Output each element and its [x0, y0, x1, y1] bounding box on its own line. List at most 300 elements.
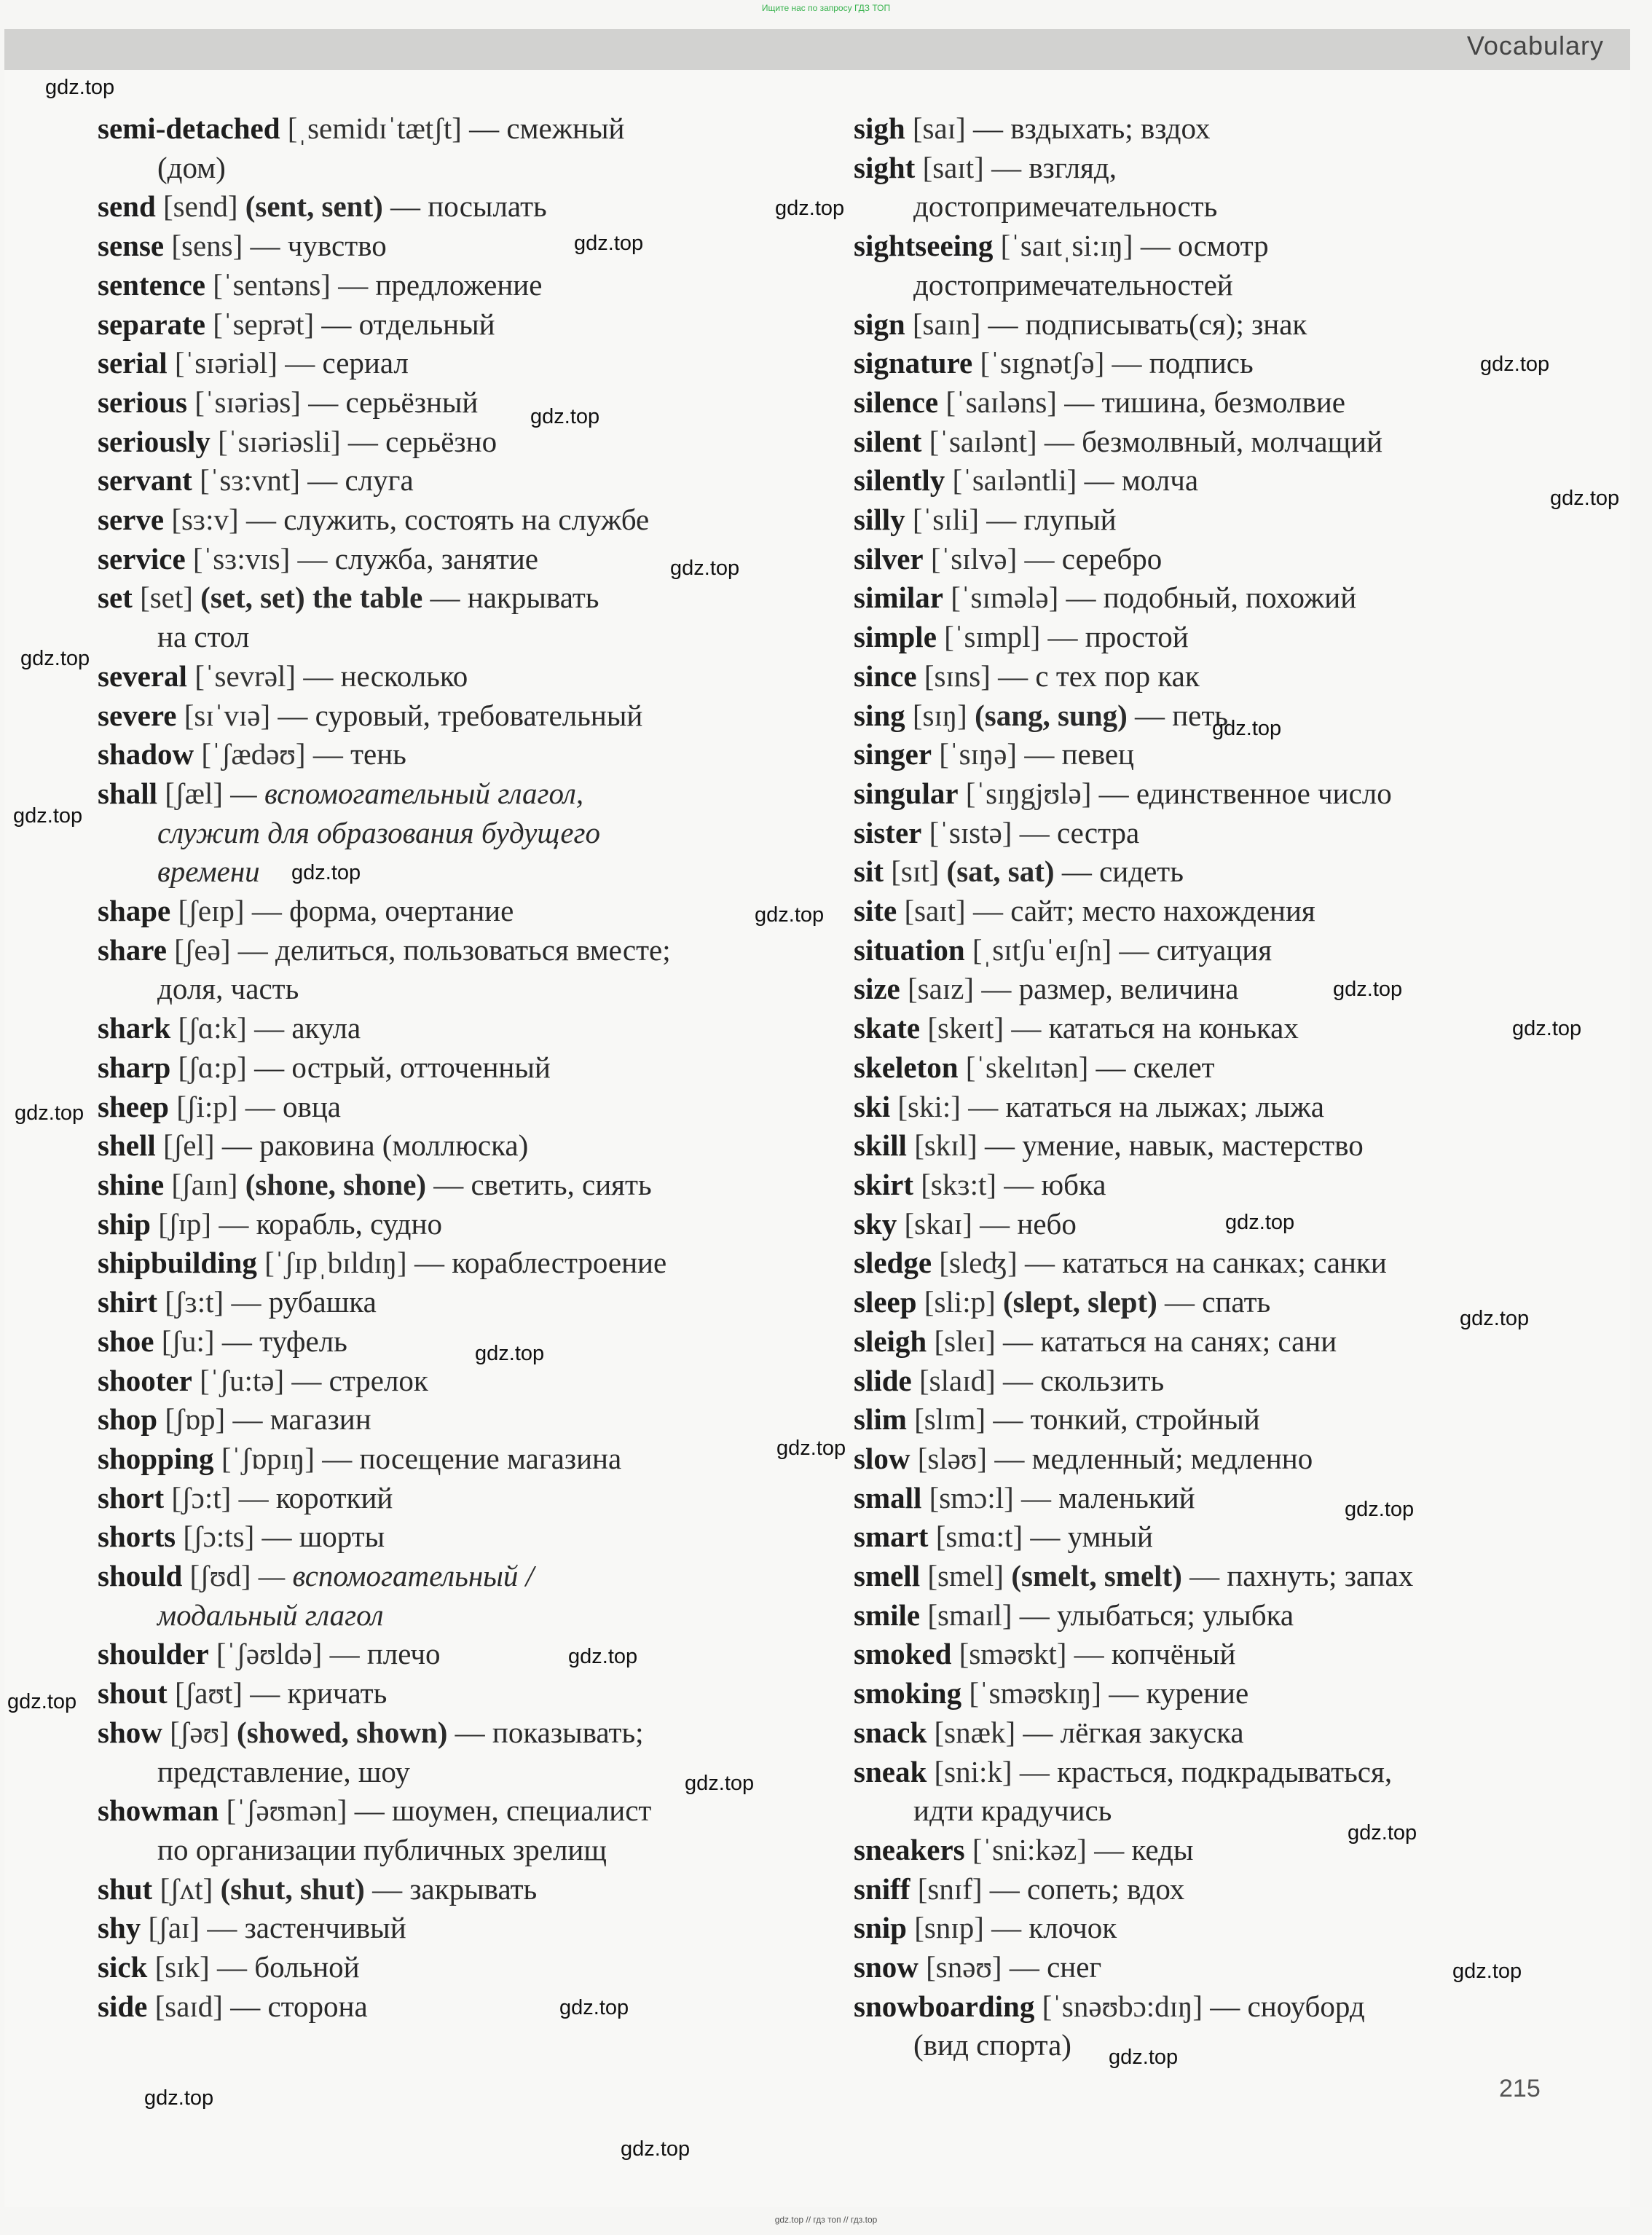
- watermark-text: gdz.top: [755, 903, 825, 927]
- transcription: [ʃəʊ]: [170, 1715, 229, 1749]
- definition: — тишина, безмолвие: [1064, 385, 1345, 419]
- headword: simple: [854, 620, 937, 654]
- transcription: [ˈsaɪləntli]: [952, 463, 1077, 498]
- headword: smile: [854, 1598, 921, 1632]
- dictionary-entry: [98, 1439, 782, 1479]
- dictionary-entry: [98, 305, 782, 345]
- transcription: [ˈsɜ:vnt]: [200, 463, 300, 498]
- headword: sleep: [854, 1285, 917, 1319]
- watermark-text: gdz.top: [530, 405, 600, 428]
- headword: serious: [98, 385, 187, 419]
- definition: — сопеть; вдох: [989, 1871, 1185, 1906]
- headword: shadow: [98, 737, 194, 771]
- dictionary-entry: [854, 1831, 1597, 1870]
- dictionary-entry: [854, 305, 1597, 345]
- watermark-text: gdz.top: [13, 804, 83, 828]
- top-note: Ищите нас по запросу ГДЗ ТОП: [761, 3, 891, 13]
- dictionary-entry: [98, 461, 782, 500]
- dictionary-entry: [854, 618, 1597, 657]
- transcription: [ʃu:]: [161, 1324, 215, 1358]
- headword: shine: [98, 1167, 165, 1201]
- headword: site: [854, 894, 897, 928]
- dictionary-entry: [98, 500, 782, 540]
- transcription: [ˈʃɪpˌbɪldɪŋ]: [264, 1246, 407, 1280]
- headword: sleigh: [854, 1324, 927, 1358]
- definition: — закрывать: [372, 1871, 538, 1906]
- headword: sight: [854, 150, 916, 184]
- transcription: [ˈsɪmələ]: [951, 581, 1059, 615]
- headword: severe: [98, 698, 177, 732]
- headword: since: [854, 659, 917, 693]
- dictionary-entry: [98, 774, 782, 814]
- header-bar: [4, 29, 1630, 70]
- dictionary-entry: [854, 1674, 1597, 1713]
- dictionary-entry: [854, 735, 1597, 774]
- definition: — подобный, похожий: [1066, 581, 1357, 615]
- transcription: [ˈsɪŋgjʊlə]: [965, 776, 1092, 810]
- definition: — ситуация: [1119, 932, 1273, 967]
- transcription: [saɪn]: [912, 307, 981, 341]
- definition: — туфель: [221, 1324, 347, 1358]
- headword: silly: [854, 503, 905, 537]
- headword: sheep: [98, 1089, 169, 1123]
- transcription: [snɪf]: [917, 1871, 983, 1906]
- verb-forms: (set, set) the table: [200, 581, 423, 615]
- definition: — размер, величина: [981, 972, 1239, 1006]
- headword: show: [98, 1715, 162, 1749]
- headword: showman: [98, 1794, 219, 1828]
- headword: shorts: [98, 1520, 176, 1554]
- dictionary-entry: [854, 970, 1597, 1009]
- watermark-text: gdz.top: [1345, 1498, 1415, 1521]
- definition-continuation: (дом): [157, 150, 226, 184]
- headword: several: [98, 659, 187, 693]
- transcription: [ˈsɪgnətʃə]: [980, 346, 1105, 380]
- definition: — накрывать: [430, 581, 599, 615]
- definition-continuation: представление, шоу: [157, 1754, 410, 1788]
- transcription: [smɑ:t]: [935, 1520, 1023, 1554]
- dictionary-entry: [98, 1635, 782, 1674]
- headword: side: [98, 1989, 148, 2023]
- transcription: [ʃɑ:p]: [178, 1050, 247, 1084]
- transcription: [ˈsɪlvə]: [930, 541, 1018, 576]
- transcription: [skɜ:t]: [921, 1167, 997, 1201]
- dictionary-entry: [854, 109, 1597, 149]
- definition: — пахнуть; запах: [1189, 1559, 1414, 1593]
- headword: snowboarding: [854, 1989, 1035, 2023]
- headword: singular: [854, 776, 959, 810]
- dictionary-entry: [854, 1126, 1597, 1166]
- headword: sing: [854, 698, 905, 732]
- watermark-text: gdz.top: [559, 1996, 629, 2019]
- definition: — курение: [1109, 1676, 1249, 1710]
- watermark-text: gdz.top: [1225, 1211, 1295, 1234]
- definition: — юбка: [1004, 1167, 1106, 1201]
- dictionary-entry: [98, 578, 782, 618]
- definition: — умный: [1030, 1520, 1153, 1554]
- transcription: [skaɪ]: [904, 1206, 972, 1241]
- dictionary-entry: [854, 423, 1597, 462]
- transcription: [ˈsnəʊbɔ:dɪŋ]: [1042, 1989, 1203, 2023]
- watermark-text: gdz.top: [1460, 1307, 1530, 1330]
- transcription: [ˈsɪŋə]: [939, 737, 1018, 771]
- headword: similar: [854, 581, 943, 615]
- transcription: [smel]: [927, 1559, 1004, 1593]
- dictionary-entry: [854, 578, 1597, 618]
- transcription: [ˈsevrəl]: [194, 659, 296, 693]
- transcription: [ˈʃædəʊ]: [201, 737, 306, 771]
- page-number: 215: [1499, 2075, 1541, 2102]
- headword: sneak: [854, 1754, 927, 1788]
- transcription: [ˈsɪli]: [912, 503, 979, 537]
- transcription: [ʃɔ:ts]: [183, 1520, 255, 1554]
- headword: sister: [854, 815, 922, 849]
- transcription: [sɪˈvɪə]: [184, 698, 271, 732]
- watermark-text: gdz.top: [1512, 1017, 1582, 1040]
- headword: sniff: [854, 1871, 910, 1906]
- dictionary-entry: [98, 735, 782, 774]
- definition: — красться, подкрадываться,: [1019, 1754, 1393, 1788]
- dictionary-entry: [98, 383, 782, 423]
- dictionary-entry: [854, 1439, 1597, 1479]
- headword: sense: [98, 229, 165, 263]
- definition: — певец: [1024, 737, 1134, 771]
- watermark-text: gdz.top: [291, 861, 361, 884]
- headword: ship: [98, 1206, 151, 1241]
- definition-continuation: служит для образования будущего: [157, 815, 601, 849]
- headword: sneakers: [854, 1832, 965, 1866]
- definition: — кататься на санях; сани: [1003, 1324, 1337, 1358]
- definition: — маленький: [1021, 1480, 1195, 1515]
- transcription: [ski:]: [897, 1089, 961, 1123]
- transcription: [smaɪl]: [927, 1598, 1012, 1632]
- dictionary-entry: [98, 1166, 782, 1205]
- definition-continuation: идти крадучись: [913, 1794, 1112, 1828]
- transcription: [sɪk]: [154, 1950, 210, 1984]
- transcription: [slɪm]: [914, 1402, 986, 1437]
- headword: sharp: [98, 1050, 171, 1084]
- definition: — острый, отточенный: [254, 1050, 551, 1084]
- headword: shipbuilding: [98, 1246, 257, 1280]
- dictionary-entry: [98, 1948, 782, 1987]
- transcription: [skɪl]: [914, 1128, 978, 1163]
- dictionary-entry: [98, 1088, 782, 1127]
- transcription: [ʃeə]: [174, 932, 231, 967]
- dictionary-entry: [854, 383, 1597, 423]
- dictionary-entry: [854, 1713, 1597, 1753]
- definition-continuation: достопримечательностей: [913, 267, 1233, 302]
- transcription: [sli:p]: [924, 1285, 996, 1319]
- transcription: [set]: [140, 581, 193, 615]
- transcription: [ʃaɪn]: [171, 1167, 238, 1201]
- definition: — скелет: [1096, 1050, 1215, 1084]
- headword: skeleton: [854, 1050, 959, 1084]
- dictionary-entry: [854, 1596, 1597, 1635]
- headword: shape: [98, 894, 171, 928]
- headword: shoulder: [98, 1637, 209, 1671]
- transcription: [ˈsɪəriəl]: [174, 346, 278, 380]
- watermark-text: gdz.top: [1348, 1821, 1417, 1845]
- dictionary-entry: [854, 1635, 1597, 1674]
- dictionary-entry: [854, 227, 1597, 266]
- dictionary-entry: [854, 774, 1597, 814]
- dictionary-entry: [98, 1244, 782, 1283]
- definition: — серьёзный: [308, 385, 479, 419]
- headword: seriously: [98, 424, 211, 458]
- dictionary-entry: [854, 1987, 1597, 2027]
- transcription: [ˈsentəns]: [213, 267, 331, 302]
- headword: skirt: [854, 1167, 913, 1201]
- headword: sky: [854, 1206, 897, 1241]
- headword: slow: [854, 1441, 910, 1475]
- watermark-text: gdz.top: [15, 1101, 84, 1125]
- transcription: [ʃaʊt]: [174, 1676, 243, 1710]
- dictionary-entry: [854, 852, 1597, 892]
- definition-continuation: на стол: [157, 620, 250, 654]
- headword: shop: [98, 1402, 158, 1437]
- headword: shall: [98, 776, 158, 810]
- headword: sigh: [854, 111, 905, 145]
- dictionary-entry: [98, 1400, 782, 1439]
- definition: — акула: [254, 1011, 361, 1045]
- headword: slide: [854, 1363, 912, 1397]
- dictionary-entry: [98, 227, 782, 266]
- dictionary-entry: [98, 1557, 782, 1596]
- definition: — смежный: [469, 111, 625, 145]
- headword: sightseeing: [854, 229, 994, 263]
- watermark-text: gdz.top: [20, 647, 90, 670]
- definition: — стрелок: [291, 1363, 428, 1397]
- transcription: [ˈseprət]: [213, 307, 315, 341]
- transcription: [sɜ:v]: [171, 503, 239, 537]
- transcription: [ˈʃɒpɪŋ]: [221, 1441, 315, 1475]
- headword: sit: [854, 855, 884, 889]
- watermark-text: gdz.top: [475, 1342, 545, 1365]
- headword: size: [854, 972, 900, 1006]
- transcription: [sens]: [171, 229, 243, 263]
- definition: — серьёзно: [347, 424, 497, 458]
- transcription: [ʃel]: [163, 1128, 215, 1163]
- transcription: [ˈsaɪtˌsi:ɪŋ]: [1000, 229, 1133, 263]
- definition: — вспомогательный глагол,: [230, 776, 584, 810]
- dictionary-entry: [98, 1126, 782, 1166]
- definition: — спать: [1165, 1285, 1271, 1319]
- dictionary-entry: [854, 1870, 1597, 1909]
- definition: — глупый: [986, 503, 1117, 537]
- definition: — взгляд,: [991, 150, 1117, 184]
- headword: shut: [98, 1871, 153, 1906]
- definition: — небо: [980, 1206, 1077, 1241]
- bottom-note: gdz.top // гдз топ // гдз.top: [774, 2215, 878, 2225]
- transcription: [ʃʊd]: [189, 1559, 251, 1593]
- transcription: [ˈsaɪləns]: [945, 385, 1057, 419]
- headword: sledge: [854, 1246, 932, 1280]
- transcription: [slaɪd]: [919, 1363, 996, 1397]
- dictionary-entry: [854, 1009, 1597, 1048]
- headword: singer: [854, 737, 932, 771]
- transcription: [saɪt]: [922, 150, 984, 184]
- dictionary-entry: [98, 187, 782, 227]
- definition: — показывать;: [455, 1715, 644, 1749]
- right-column: [854, 109, 1597, 2065]
- headword: short: [98, 1480, 165, 1515]
- transcription: [ˌsɪtʃuˈeɪʃn]: [972, 932, 1112, 967]
- headword: share: [98, 932, 167, 967]
- definition: — серебро: [1024, 541, 1163, 576]
- definition: — служба, занятие: [297, 541, 538, 576]
- dictionary-entry: [854, 1557, 1597, 1596]
- dictionary-entry: [854, 931, 1597, 970]
- definition: — шорты: [261, 1520, 385, 1554]
- headword: shy: [98, 1911, 141, 1945]
- headword: smoked: [854, 1637, 952, 1671]
- dictionary-entry: [854, 461, 1597, 500]
- definition: — сноуборд: [1210, 1989, 1365, 2023]
- dictionary-entry: [98, 1205, 782, 1244]
- headword: should: [98, 1559, 183, 1593]
- definition: — сестра: [1019, 815, 1140, 849]
- definition: — сторона: [230, 1989, 368, 2023]
- dictionary-entry: [98, 1362, 782, 1401]
- headword: serve: [98, 503, 165, 537]
- dictionary-entry: [98, 1791, 782, 1831]
- definition-continuation: достопримечательность: [913, 189, 1218, 224]
- transcription: [ˈsɪəriəsli]: [218, 424, 341, 458]
- definition-continuation: модальный глагол: [157, 1598, 384, 1632]
- headword: separate: [98, 307, 206, 341]
- definition: — чувство: [250, 229, 387, 263]
- watermark-text: gdz.top: [568, 1645, 638, 1668]
- watermark-text: gdz.top: [1550, 487, 1620, 510]
- dictionary-entry: [98, 1987, 782, 2027]
- transcription: [ˈsni:kəz]: [972, 1832, 1087, 1866]
- definition: — раковина (моллюска): [221, 1128, 529, 1163]
- transcription: [sɪŋ]: [912, 698, 967, 732]
- transcription: [ˈʃəʊldə]: [216, 1637, 323, 1671]
- verb-forms: (sat, sat): [946, 855, 1055, 889]
- verb-forms: (showed, shown): [237, 1715, 448, 1749]
- watermark-text: gdz.top: [45, 76, 115, 99]
- definition: — несколько: [303, 659, 468, 693]
- headword: sign: [854, 307, 905, 341]
- dictionary-entry: [98, 266, 782, 305]
- definition: — посылать: [390, 189, 547, 224]
- verb-forms: (slept, slept): [1002, 1285, 1157, 1319]
- headword: situation: [854, 932, 965, 967]
- headword: slim: [854, 1402, 907, 1437]
- dictionary-entry: [854, 1400, 1597, 1439]
- dictionary-entry: [854, 1909, 1597, 1948]
- headword: service: [98, 541, 186, 576]
- dictionary-entry: [98, 1713, 782, 1753]
- definition: — шоумен, специалист: [354, 1794, 652, 1828]
- transcription: [saɪd]: [154, 1989, 223, 2023]
- transcription: [ˈsɪəriəs]: [194, 385, 301, 419]
- watermark-text: gdz.top: [621, 2137, 691, 2161]
- transcription: [ʃɔ:t]: [171, 1480, 232, 1515]
- headword: servant: [98, 463, 192, 498]
- watermark-text: gdz.top: [1212, 717, 1282, 740]
- transcription: [smɔ:l]: [929, 1480, 1014, 1515]
- definition: — петь: [1134, 698, 1228, 732]
- headword: smart: [854, 1520, 929, 1554]
- watermark-text: gdz.top: [574, 232, 644, 255]
- dictionary-entry: [854, 500, 1597, 540]
- dictionary-entry: [854, 149, 1597, 188]
- headword: silently: [854, 463, 945, 498]
- dictionary-entry: [98, 696, 782, 736]
- definition: — умение, навык, мастерство: [984, 1128, 1364, 1163]
- dictionary-entry: [98, 1283, 782, 1322]
- definition: — корабль, судно: [219, 1206, 442, 1241]
- transcription: [ʃeɪp]: [178, 894, 245, 928]
- dictionary-entry: [854, 1517, 1597, 1557]
- transcription: [sleɪ]: [934, 1324, 996, 1358]
- headword: sentence: [98, 267, 206, 302]
- transcription: [ˌsemidɪˈtætʃt]: [287, 111, 462, 145]
- headword: small: [854, 1480, 922, 1515]
- definition: — снег: [1009, 1950, 1102, 1984]
- verb-forms: (smelt, smelt): [1011, 1559, 1182, 1593]
- transcription: [snəʊ]: [926, 1950, 1002, 1984]
- definition: — тонкий, стройный: [993, 1402, 1260, 1437]
- definition: — с тех пор как: [998, 659, 1200, 693]
- headword: serial: [98, 346, 168, 380]
- definition: — вспомогательный /: [258, 1559, 535, 1593]
- dictionary-entry: [98, 423, 782, 462]
- definition: — безмолвный, молчащий: [1044, 424, 1383, 458]
- definition: — лёгкая закуска: [1023, 1715, 1244, 1749]
- definition: — форма, очертание: [251, 894, 514, 928]
- definition: — медленный; медленно: [994, 1441, 1313, 1475]
- dictionary-entry: [98, 109, 782, 149]
- transcription: [ʃi:p]: [176, 1089, 238, 1123]
- headword: shout: [98, 1676, 168, 1710]
- transcription: [ˈsɜ:vɪs]: [192, 541, 291, 576]
- definition-continuation: (вид спорта): [913, 2028, 1071, 2062]
- transcription: [ˈsɪmpl]: [944, 620, 1041, 654]
- definition-continuation: доля, часть: [157, 972, 299, 1006]
- transcription: [ˈsaɪlənt]: [929, 424, 1037, 458]
- definition: — кеды: [1094, 1832, 1194, 1866]
- headword: shopping: [98, 1441, 214, 1475]
- transcription: [sməʊkt]: [959, 1637, 1067, 1671]
- transcription: [sləʊ]: [917, 1441, 988, 1475]
- definition: — копчёный: [1074, 1637, 1236, 1671]
- dictionary-entry: [854, 1362, 1597, 1401]
- definition: — подпись: [1112, 346, 1254, 380]
- definition: — светить, сиять: [433, 1167, 652, 1201]
- transcription: [ʃʌt]: [160, 1871, 213, 1906]
- transcription: [saɪt]: [904, 894, 966, 928]
- headword: shooter: [98, 1363, 192, 1397]
- verb-forms: (shut, shut): [220, 1871, 365, 1906]
- transcription: [sleʤ]: [939, 1246, 1018, 1280]
- definition: — простой: [1047, 620, 1189, 654]
- dictionary-entry: [98, 344, 782, 383]
- definition: — единственное число: [1098, 776, 1392, 810]
- verb-forms: (sent, sent): [245, 189, 383, 224]
- transcription: [ˈsməʊkɪŋ]: [969, 1676, 1102, 1710]
- definition: — короткий: [238, 1480, 393, 1515]
- definition: — улыбаться; улыбка: [1019, 1598, 1294, 1632]
- definition: — плечо: [329, 1637, 441, 1671]
- definition: — магазин: [232, 1402, 371, 1437]
- dictionary-entry: [98, 1322, 782, 1362]
- headword: smell: [854, 1559, 921, 1593]
- dictionary-entry: [98, 1009, 782, 1048]
- dictionary-entry: [98, 892, 782, 931]
